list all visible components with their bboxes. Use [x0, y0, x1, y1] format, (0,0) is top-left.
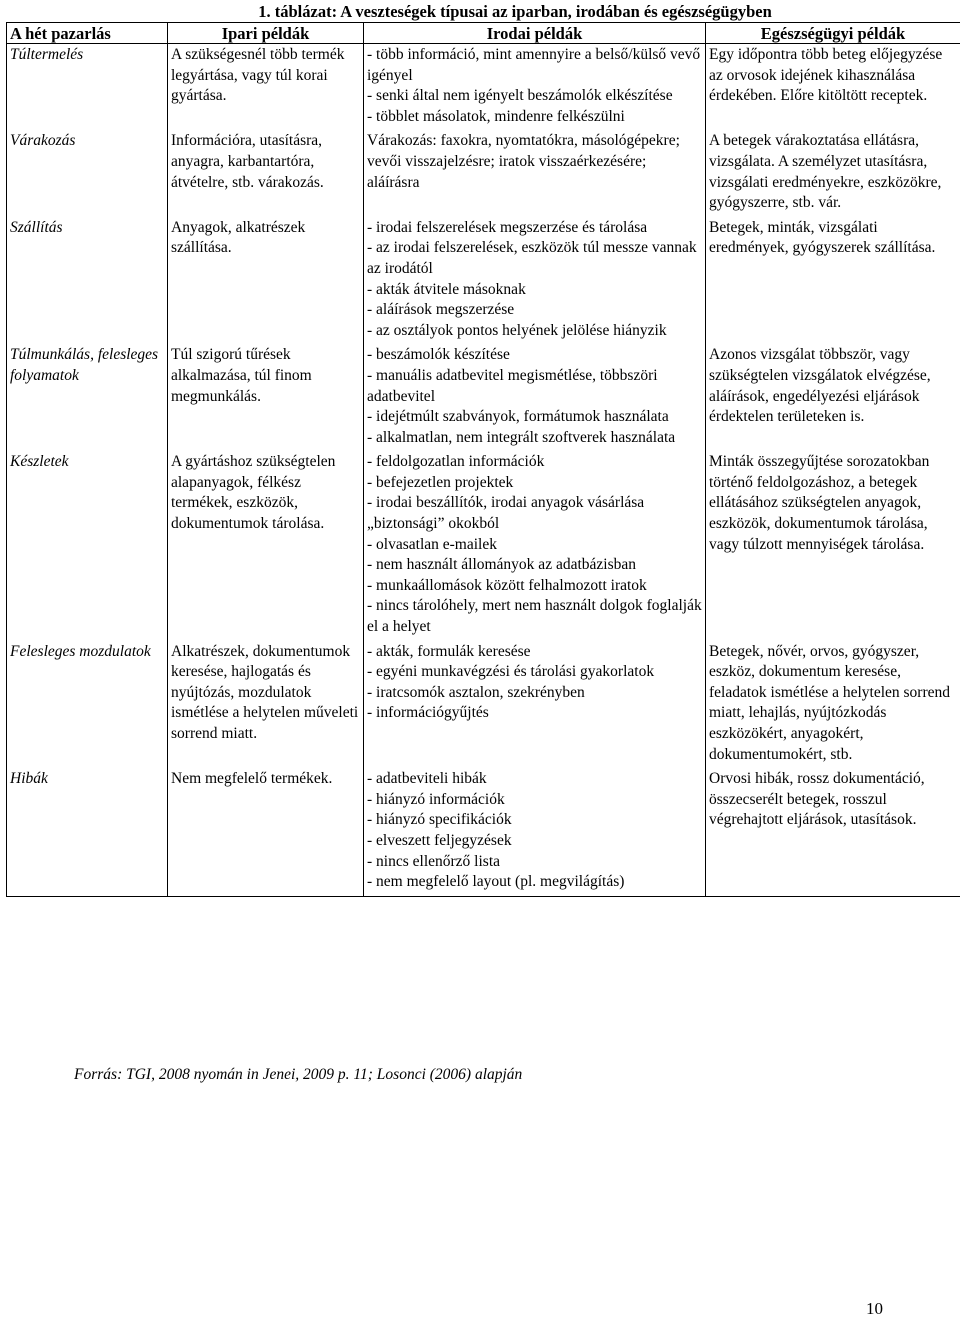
table-row	[7, 344, 960, 451]
office-item: - beszámolók készítése	[367, 346, 510, 364]
office-item: - az osztályok pontos helyének jelölése hiányzik	[367, 321, 667, 339]
cell-office	[364, 768, 706, 896]
office-item: - manuális adatbevitel megismétlése, többszöri adatbevitel	[367, 366, 658, 405]
cell-industrial: Nem megfelelő termékek.	[168, 768, 364, 896]
header-health: Egészségügyi példák	[706, 23, 960, 44]
cell-industrial: Túl szigorú tűrések alkalmazása, túl finom megmunkálás.	[168, 344, 364, 451]
table-row	[7, 641, 960, 769]
office-item: - nem használt állományok az adatbázisban	[367, 556, 636, 574]
table-row	[7, 44, 960, 131]
cell-office	[364, 130, 706, 216]
office-item: - elveszett feljegyzések	[367, 831, 512, 849]
office-item: - iratcsomók asztalon, szekrényben	[367, 683, 585, 701]
office-item: - nincs ellenőrző lista	[367, 852, 500, 870]
source-note: Forrás: TGI, 2008 nyomán in Jenei, 2009 p. 11; Losonci (2006) alapján	[74, 1066, 523, 1083]
cell-health: Azonos vizsgálat többször, vagy szükségtelen vizsgálatok elvégzése, aláírások, engedélyezési eljárások érdektelen területeken is.	[706, 344, 960, 451]
office-item: Várakozás: faxokra, nyomtatókra, másológépekre; vevői visszajelzésre; iratok visszaérkezésére; aláírásra	[367, 132, 680, 191]
office-item: - akták, formulák keresése	[367, 642, 531, 660]
header-waste-type: A hét pazarlás	[7, 23, 168, 44]
office-item: - nincs tárolóhely, mert nem használt dolgok foglalják el a helyet	[367, 597, 702, 636]
cell-office	[364, 641, 706, 769]
table-row	[7, 217, 960, 345]
table-row	[7, 768, 960, 896]
office-item: - egyéni munkavégzési és tárolási gyakorlatok	[367, 663, 655, 681]
office-item: - hiányzó információk	[367, 790, 505, 808]
header-industrial: Ipari példák	[168, 23, 364, 44]
office-item: - hiányzó specifikációk	[367, 811, 512, 829]
cell-category: Szállítás	[7, 217, 168, 345]
office-item: - olvasatlan e-mailek	[367, 535, 497, 553]
office-item: - irodai beszállítók, irodai anyagok vásárlása „biztonsági” okokból	[367, 494, 645, 533]
cell-health: Minták összegyűjtése sorozatokban történő feldolgozáshoz, a betegek ellátásához szükségtelen anyagok, eszközök, dokumentumok tárolása, vagy túlzott mennyiségek tárolása.	[706, 451, 960, 640]
cell-industrial: A szükségesnél több termék legyártása, vagy túl korai gyártása.	[168, 44, 364, 131]
cell-category: Hibák	[7, 768, 168, 896]
cell-office	[364, 217, 706, 345]
cell-industrial: Alkatrészek, dokumentumok keresése, hajlogatás és nyújtózás, mozdulatok ismétlése a helytelen műveleti sorrend miatt.	[168, 641, 364, 769]
cell-office	[364, 451, 706, 640]
cell-office	[364, 44, 706, 131]
cell-office	[364, 344, 706, 451]
cell-category: Felesleges mozdulatok	[7, 641, 168, 769]
office-item: - idejétmúlt szabványok, formátumok használata	[367, 408, 669, 426]
office-item: - többlet másolatok, mindenre felkészülni	[367, 107, 625, 125]
office-item: - több információ, mint amennyire a belső/külső vevő igényel	[367, 46, 701, 84]
office-item: - akták átvitele másoknak	[367, 280, 526, 298]
cell-health: Betegek, nővér, orvos, gyógyszer, eszköz, dokumentum keresése, feladatok ismétlése a helytelen sorrend miatt, lehajlás, nyújtózkodás eszközökért, anyagokért, dokumentumokért, stb.	[706, 641, 960, 769]
cell-health: Betegek, minták, vizsgálati eredmények, gyógyszerek szállítása.	[706, 217, 960, 345]
cell-industrial: A gyártáshoz szükségtelen alapanyagok, félkész termékek, eszközök, dokumentumok tárolása.	[168, 451, 364, 640]
office-item: - befejezetlen projektek	[367, 473, 514, 491]
office-item: - feldolgozatlan információk	[367, 453, 545, 471]
office-item: - az irodai felszerelések, eszközök túl messze vannak az irodától	[367, 239, 697, 277]
cell-health: Egy időpontra több beteg előjegyzése az orvosok idejének kihasználása érdekében. Előre kitöltött receptek.	[706, 44, 960, 131]
cell-category: Készletek	[7, 451, 168, 640]
cell-category: Várakozás	[7, 130, 168, 216]
cell-category: Túlmunkálás, felesleges folyamatok	[7, 344, 168, 451]
cell-industrial: Információra, utasításra, anyagra, karbantartóra, átvételre, stb. várakozás.	[168, 130, 364, 216]
table-caption: 1. táblázat: A veszteségek típusai az iparban, irodában és egészségügyben	[258, 2, 772, 21]
office-item: - senki által nem igényelt beszámolók elkészítése	[367, 87, 673, 105]
office-item: - aláírások megszerzése	[367, 301, 515, 319]
office-item: - irodai felszerelések megszerzése és tárolása	[367, 218, 648, 236]
cell-industrial: Anyagok, alkatrészek szállítása.	[168, 217, 364, 345]
office-item: - alkalmatlan, nem integrált szoftverek használata	[367, 428, 676, 446]
cell-category: Túltermelés	[7, 44, 168, 131]
cell-health: A betegek várakoztatása ellátásra, vizsgálata. A személyzet utasításra, vizsgálati eredményekre, eszközökre, gyógyszerre, stb. vár.	[706, 130, 960, 216]
table-row	[7, 451, 960, 640]
waste-types-table	[6, 22, 960, 897]
table-row	[7, 130, 960, 216]
office-item: - információgyűjtés	[367, 704, 489, 722]
office-item: - adatbeviteli hibák	[367, 770, 487, 788]
office-item: - nem megfelelő layout (pl. megvilágítás)	[367, 873, 625, 891]
table-header-row	[7, 23, 960, 44]
cell-health: Orvosi hibák, rossz dokumentáció, összecserélt betegek, rosszul végrehajtott eljárások, utasítások.	[706, 768, 960, 896]
header-office: Irodai példák	[364, 23, 706, 44]
page-number: 10	[866, 1299, 883, 1318]
office-item: - munkaállomások között felhalmozott iratok	[367, 576, 647, 594]
